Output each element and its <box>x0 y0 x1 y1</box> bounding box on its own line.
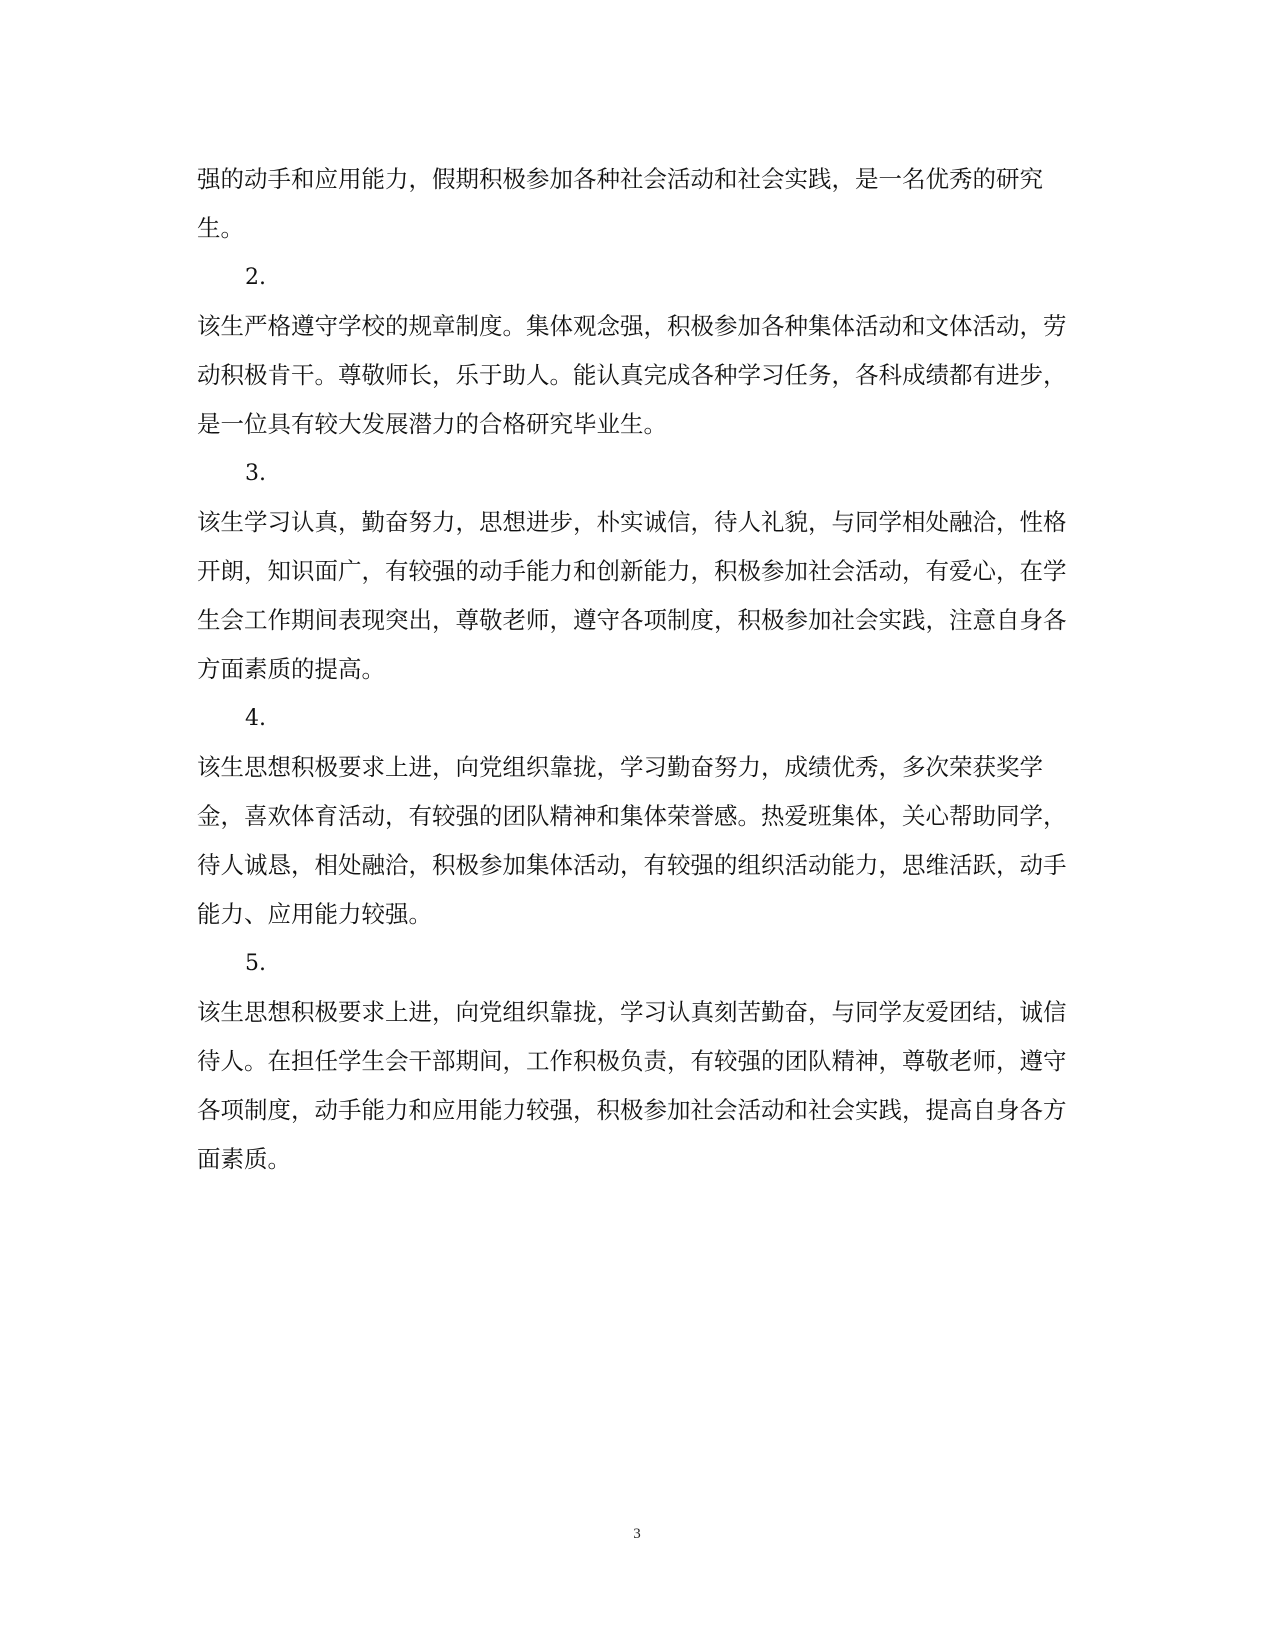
continuation-paragraph: 强的动手和应用能力，假期积极参加各种社会活动和社会实践，是一名优秀的研究生。 <box>197 165 1043 242</box>
item-number-2: 2. <box>245 265 266 290</box>
item-number-5: 5. <box>245 951 266 976</box>
item-text-4: 该生思想积极要求上进，向党组织靠拢，学习勤奋努力，成绩优秀，多次荣获奖学金，喜欢体育活动，有较强的团队精神和集体荣誉感。热爱班集体，关心帮助同学，待人诚恳，相处融洽，积极参加集体活动，有较强的组织活动能力，思维活跃，动手能力、应用能力较强。 <box>197 753 1067 928</box>
item-number-4: 4. <box>245 706 266 731</box>
page-number: 3 <box>633 1526 641 1542</box>
item-text-5: 该生思想积极要求上进，向党组织靠拢，学习认真刻苦勤奋，与同学友爱团结，诚信待人。在担任学生会干部期间，工作积极负责，有较强的团队精神，尊敬老师，遵守各项制度，动手能力和应用能力较强，积极参加社会活动和社会实践，提高自身各方面素质。 <box>197 998 1067 1173</box>
item-number-3: 3. <box>245 461 266 486</box>
item-text-2: 该生严格遵守学校的规章制度。集体观念强，积极参加各种集体活动和文体活动，劳动积极肯干。尊敬师长，乐于助人。能认真完成各种学习任务，各科成绩都有进步，是一位具有较大发展潜力的合格研究毕业生。 <box>197 312 1067 438</box>
item-text-3: 该生学习认真，勤奋努力，思想进步，朴实诚信，待人礼貌，与同学相处融洽，性格开朗，知识面广，有较强的动手能力和创新能力，积极参加社会活动，有爱心，在学生会工作期间表现突出，尊敬老师，遵守各项制度，积极参加社会实践，注意自身各方面素质的提高。 <box>197 508 1067 683</box>
document-body <box>197 155 1079 1184</box>
